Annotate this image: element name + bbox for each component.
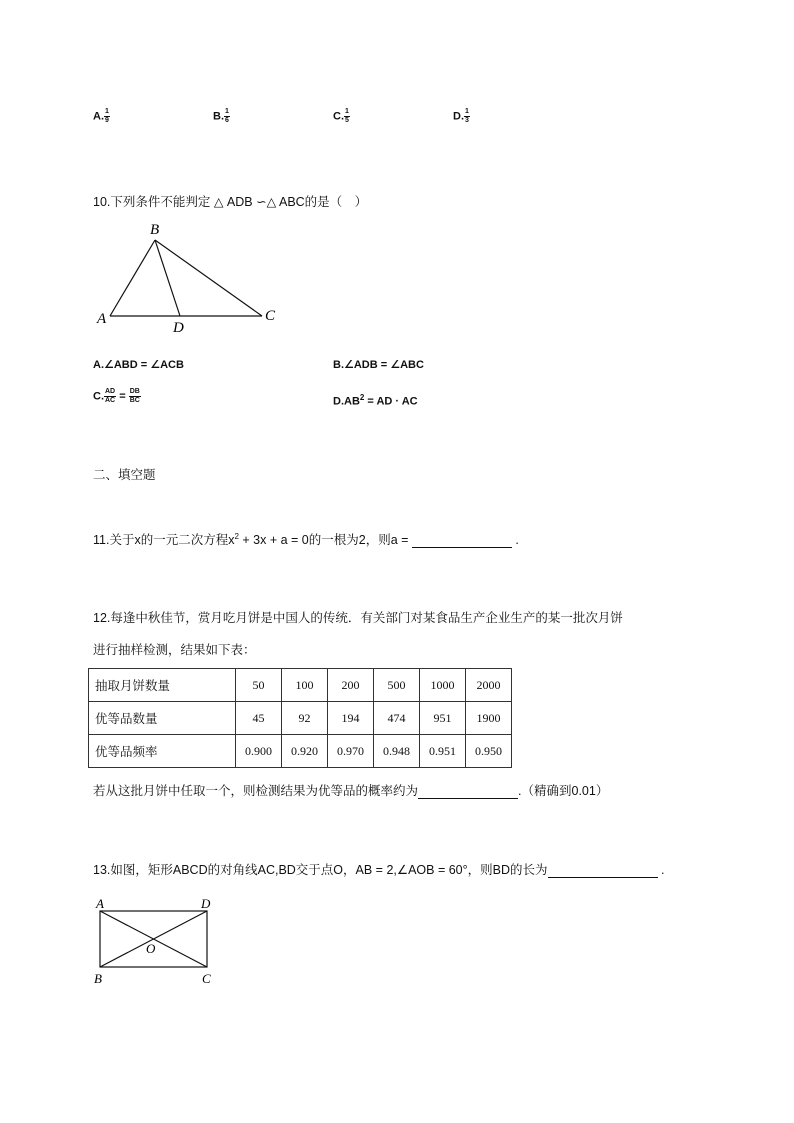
segment-ab: [110, 240, 155, 316]
label-c: C: [202, 971, 211, 986]
table-cell: 474: [374, 702, 420, 735]
q10-option-c: C. $\frac{AD}{AC}$ = $\frac{DB}{BC}$: [93, 388, 140, 404]
table-cell: 500: [374, 669, 420, 702]
q12-line1: 12.每逢中秋佳节，赏月吃月饼是中国人的传统．有关部门对某食品生产企业生产的某一批次月饼: [93, 611, 623, 625]
table-cell: 0.920: [282, 735, 328, 768]
label-a: A: [97, 311, 107, 327]
q13-rectangle-figure: [90, 895, 225, 990]
q10-triangle-figure: [90, 218, 290, 338]
table-cell: 0.951: [420, 735, 466, 768]
fraction: $\frac{DB}{BC}$: [129, 388, 140, 404]
q9-option-b: B. $\frac{1}{6}$: [213, 108, 229, 124]
label-d: D: [173, 320, 184, 336]
fraction: $\frac{1}{3}$: [465, 108, 469, 124]
label-c: C: [265, 308, 276, 324]
table-cell: 45: [236, 702, 282, 735]
table-cell: 100: [282, 669, 328, 702]
table-row: [89, 702, 512, 735]
answer-blank[interactable]: [548, 865, 658, 878]
q11-stem: 11.关于x的一元二次方程$x^2 + 3x + a = 0$的一根为2，则a = .: [93, 531, 519, 547]
label-b: B: [150, 222, 160, 238]
table-row: [89, 669, 512, 702]
table-cell: 0.900: [236, 735, 282, 768]
table-cell: 92: [282, 702, 328, 735]
table-cell: 951: [420, 702, 466, 735]
label-o: O: [146, 941, 156, 956]
q10-stem: 10.下列条件不能判定 △ ADB ∽△ ABC的是（ ）: [93, 195, 368, 209]
q9-option-c: C. $\frac{1}{5}$: [333, 108, 349, 124]
table-cell: 50: [236, 669, 282, 702]
q10-option-d: $D.AB^2$ = AD · AC: [333, 393, 418, 408]
table-cell: 194: [328, 702, 374, 735]
q9-option-d: D. $\frac{1}{3}$: [453, 108, 469, 124]
fraction: $\frac{1}{5}$: [345, 108, 349, 124]
q13-stem: 13.如图，矩形ABCD的对角线AC,BD交于点O，AB = 2,∠AOB = 60°，则BD的长为 .: [93, 863, 665, 877]
table-cell: 200: [328, 669, 374, 702]
table-cell: 0.970: [328, 735, 374, 768]
answer-blank[interactable]: [418, 786, 518, 799]
q12-question: 若从这批月饼中任取一个，则检测结果为优等品的概率约为 .（精确到0.01）: [93, 784, 609, 798]
label-b: B: [94, 971, 102, 986]
table-cell: 2000: [466, 669, 512, 702]
fraction: $\frac{1}{6}$: [225, 108, 229, 124]
answer-blank[interactable]: [412, 535, 512, 548]
q10-option-b: B.∠ADB = ∠ABC: [333, 359, 424, 371]
q12-line2: 进行抽样检测，结果如下表：: [93, 643, 256, 657]
segment-bc: [155, 240, 262, 316]
table-cell: 1000: [420, 669, 466, 702]
q10-option-a: A.∠ABD = ∠ACB: [93, 359, 184, 371]
fraction: $\frac{AD}{AC}$: [105, 388, 116, 404]
q12-data-table: [88, 668, 512, 768]
table-cell: 0.948: [374, 735, 420, 768]
row-header: 优等品数量: [89, 702, 236, 735]
table-cell: 0.950: [466, 735, 512, 768]
section-title: 二、填空题: [93, 468, 156, 482]
label-d: D: [201, 896, 211, 911]
q9-option-a: A. $\frac{1}{9}$: [93, 108, 109, 124]
segment-bd: [155, 240, 180, 316]
fraction: $\frac{1}{9}$: [105, 108, 109, 124]
row-header: 抽取月饼数量: [89, 669, 236, 702]
label-a: A: [96, 896, 104, 911]
table-row: [89, 735, 512, 768]
row-header: 优等品频率: [89, 735, 236, 768]
table-cell: 1900: [466, 702, 512, 735]
